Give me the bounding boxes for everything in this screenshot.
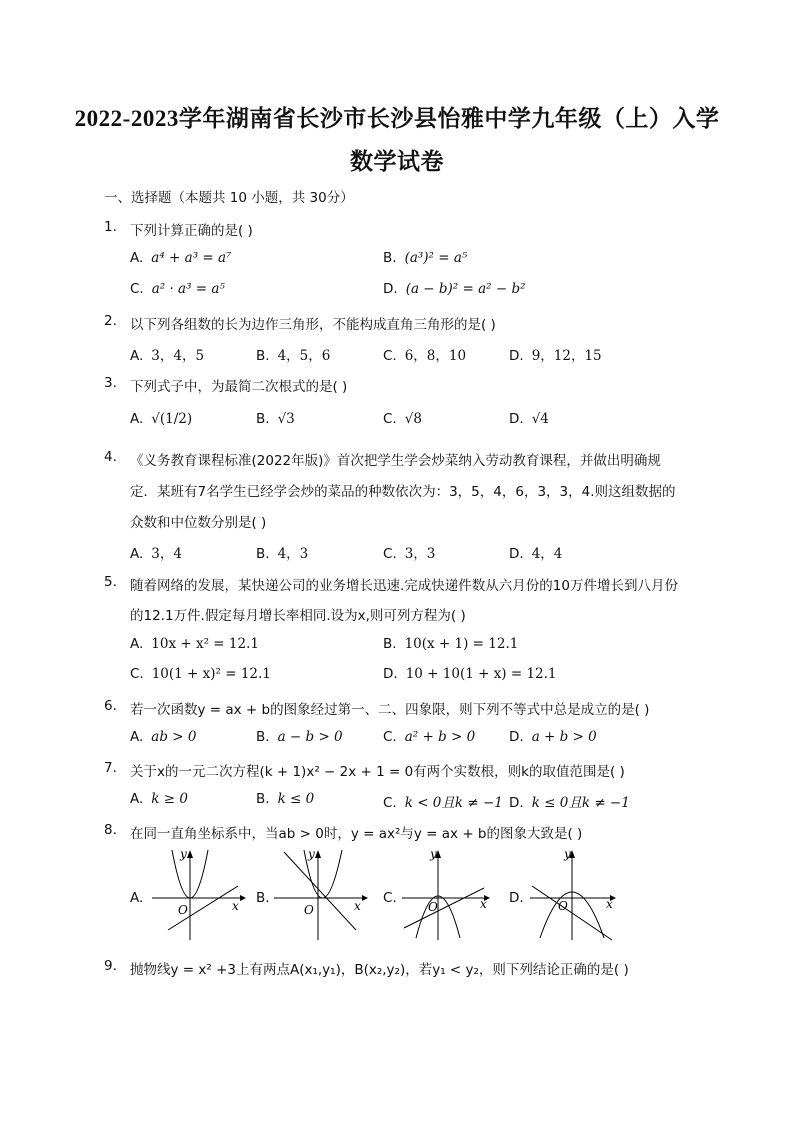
option-text: a − b > 0 [277, 729, 343, 745]
option-b [256, 344, 330, 364]
y-label: y [308, 847, 315, 861]
option-label: B. [256, 791, 270, 807]
graph-option-d-label: D. [509, 890, 524, 906]
question-number: 1. [104, 219, 117, 235]
option-text: 9，12，15 [531, 348, 602, 364]
option-label: B. [383, 636, 397, 652]
option-text: 4，3 [277, 546, 309, 562]
option-text: 10(1 + x)² = 12.1 [151, 666, 271, 682]
x-label: x [354, 899, 361, 913]
option-text: k ≤ 0 [277, 791, 315, 807]
option-text: 6，8，10 [404, 348, 467, 364]
x-label: x [606, 897, 613, 911]
option-d [509, 791, 630, 811]
option-text: (a³)² = a⁵ [404, 250, 468, 266]
option-label: A. [130, 250, 144, 266]
option-label: A. [130, 411, 144, 427]
question-text-line: 众数和中位数分别是( ) [130, 515, 267, 531]
option-text: a² · a³ = a⁵ [151, 281, 225, 297]
origin-label: O [558, 899, 568, 913]
option-label: A. [130, 791, 144, 807]
question-text: 在同一直角坐标系中，当ab > 0时，y = ax²与y = ax + b的图象大致是( ) [130, 826, 583, 842]
section-heading: 一、选择题（本题共 10 小题，共 30分） [104, 190, 354, 206]
option-c [383, 344, 466, 364]
option-label: C. [383, 729, 397, 745]
option-a [130, 344, 204, 364]
option-label: D. [509, 795, 524, 811]
y-axis-arrow [315, 850, 321, 858]
question-text-line: 的12.1万件.假定每月增长率相同.设为x,则可列方程为( ) [130, 608, 466, 624]
option-label: A. [130, 348, 144, 364]
graph-option-b [270, 846, 380, 942]
option-c [130, 666, 271, 682]
option-label: A. [130, 636, 144, 652]
option-d [509, 344, 602, 364]
option-text: √3 [277, 411, 295, 427]
question-text-line: 《义务教育课程标准(2022年版)》首次把学生学会炒菜纳入劳动教育课程，并做出明确规 [130, 453, 661, 469]
option-label: B. [256, 411, 270, 427]
graph-option-c-label: C. [383, 890, 397, 906]
option-text: 10(x + 1) = 12.1 [404, 636, 519, 652]
option-label: C. [130, 666, 144, 682]
question-number: 3. [104, 375, 117, 391]
option-label: C. [383, 348, 397, 364]
question-text: 下列计算正确的是( ) [130, 223, 253, 239]
option-d [383, 666, 557, 682]
option-label: C. [383, 411, 397, 427]
option-text: √(1/2) [151, 411, 193, 427]
option-text: a⁴ + a³ = a⁷ [151, 250, 232, 266]
option-label: B. [256, 546, 270, 562]
x-label: x [232, 899, 239, 913]
question-number: 6. [104, 698, 117, 714]
option-a [130, 791, 188, 807]
option-label: D. [509, 546, 524, 562]
graph-option-c [398, 846, 508, 942]
option-text: ab > 0 [151, 729, 197, 745]
option-label: D. [383, 666, 398, 682]
option-text: a + b > 0 [531, 729, 597, 745]
option-b [383, 636, 518, 652]
question-number: 2. [104, 313, 117, 329]
option-label: D. [509, 411, 524, 427]
origin-label: O [428, 900, 438, 914]
question-text: 以下列各组数的长为边作三角形，不能构成直角三角形的是( ) [130, 317, 496, 333]
graph-option-d [526, 846, 636, 942]
question-text: 抛物线y = x² +3上有两点A(x₁,y₁)，B(x₂,y₂)，若y₁ < y₂，则下列结论正确的是( ) [130, 962, 629, 978]
graph-option-a [148, 846, 258, 942]
graph-option-a-label: A. [130, 890, 144, 906]
option-c [383, 729, 475, 745]
option-b [256, 729, 343, 745]
option-text: 4，4 [531, 546, 563, 562]
y-label: y [564, 847, 571, 861]
option-a [130, 250, 231, 266]
option-text: 3，4 [151, 546, 182, 562]
option-text: 3，4，5 [151, 348, 205, 364]
origin-label: O [304, 903, 314, 917]
question-text: 下列式子中，为最简二次根式的是( ) [130, 379, 348, 395]
option-a [130, 729, 196, 745]
option-d [383, 281, 526, 297]
option-label: D. [383, 281, 398, 297]
option-text: (a − b)² = a² − b² [405, 281, 526, 297]
option-text: 10x + x² = 12.1 [151, 636, 259, 652]
option-text: 10 + 10(1 + x) = 12.1 [405, 666, 557, 682]
option-b [256, 791, 314, 807]
option-d [509, 729, 597, 745]
option-c [383, 411, 422, 427]
option-text: √8 [404, 411, 422, 427]
option-label: C. [383, 795, 397, 811]
option-c [383, 791, 503, 811]
y-label: y [180, 847, 187, 861]
option-text: a² + b > 0 [404, 729, 476, 745]
option-text: 3，3 [404, 546, 436, 562]
option-b [383, 250, 467, 266]
exam-title-line1: 2022-2023学年湖南省长沙市长沙县怡雅中学九年级（上）入学 [74, 106, 720, 131]
origin-label: O [178, 903, 188, 917]
option-text: k ≥ 0 [151, 791, 188, 807]
option-b [256, 411, 295, 427]
option-label: D. [509, 348, 524, 364]
option-label: C. [383, 546, 397, 562]
line-curve [284, 852, 356, 930]
question-number: 4. [104, 449, 117, 465]
option-text: k < 0且k ≠ −1 [404, 795, 503, 811]
question-text: 若一次函数y = ax + b的图象经过第一、二、四象限，则下列不等式中总是成立的是( ) [130, 702, 650, 718]
question-number: 7. [104, 760, 117, 776]
option-a [130, 411, 192, 427]
option-text: 4，5，6 [277, 348, 331, 364]
option-a [130, 636, 259, 652]
exam-title-line2: 数学试卷 [350, 149, 444, 174]
option-label: B. [256, 348, 270, 364]
option-d [509, 542, 562, 562]
y-axis-arrow [187, 850, 193, 858]
option-c [383, 542, 435, 562]
question-number: 5. [104, 574, 117, 590]
option-c [130, 281, 225, 297]
question-number: 9. [104, 958, 117, 974]
option-label: D. [509, 729, 524, 745]
option-label: A. [130, 729, 144, 745]
option-label: A. [130, 546, 144, 562]
question-text-line: 定．某班有7名学生已经学会炒的菜品的种数依次为：3，5，4，6，3，3，4.则这组数据的 [130, 484, 676, 500]
option-label: B. [256, 729, 270, 745]
line-curve [404, 888, 484, 928]
x-axis-arrow [240, 895, 246, 901]
option-label: C. [130, 281, 144, 297]
question-text: 关于x的一元二次方程(k + 1)x² − 2x + 1 = 0有两个实数根，则k的取值范围是( ) [130, 764, 625, 780]
option-d [509, 411, 549, 427]
x-axis-arrow [362, 895, 368, 901]
option-a [130, 542, 182, 562]
graph-option-b-label: B. [256, 890, 270, 906]
option-text: √4 [531, 411, 549, 427]
question-number: 8. [104, 822, 117, 838]
question-text-line: 随着网络的发展，某快递公司的业务增长迅速.完成快递件数从六月份的10万件增长到八月份 [130, 578, 678, 594]
x-label: x [480, 897, 487, 911]
y-label: y [430, 847, 437, 861]
option-b [256, 542, 308, 562]
option-text: k ≤ 0且k ≠ −1 [531, 795, 630, 811]
option-label: B. [383, 250, 397, 266]
